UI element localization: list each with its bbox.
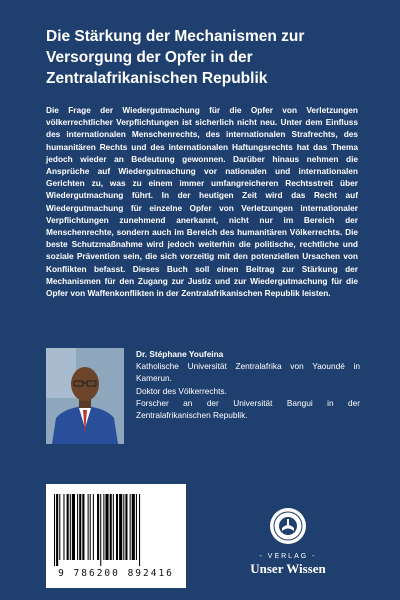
- barcode-bar: [63, 494, 64, 560]
- barcode-bar: [110, 494, 112, 560]
- isbn-barcode: [46, 484, 186, 588]
- author-photo: [46, 348, 124, 444]
- author-bio-line: Katholische Universität Zentralafrika von Yaoundé in Kamerun.: [136, 361, 360, 384]
- barcode-bar: [136, 494, 137, 560]
- barcode-bar: [103, 494, 104, 560]
- author-bio-line: Doktor des Völkerrechts.: [136, 385, 227, 396]
- author-portrait-image: [46, 348, 124, 444]
- title-line: Versorgung der Opfer in der: [46, 49, 253, 66]
- book-title: [46, 26, 366, 89]
- title-line: Zentralafrikanischen Republik: [46, 70, 268, 87]
- barcode-bar: [132, 494, 135, 560]
- barcode-digits: 9 786200 892416: [58, 568, 174, 579]
- publisher-verlag-label: - VERLAG -: [259, 553, 317, 560]
- barcode-bar: [105, 494, 108, 560]
- barcode-bar: [67, 494, 69, 560]
- barcode-bar: [119, 494, 122, 560]
- barcode-bar: [54, 494, 55, 566]
- barcode-bar: [116, 494, 118, 560]
- barcode-bars: [54, 494, 178, 566]
- publisher-logo: [244, 506, 332, 577]
- barcode-bar: [93, 494, 94, 560]
- barcode-bar: [123, 494, 124, 560]
- author-bio: [136, 360, 360, 421]
- book-blurb: Die Frage der Wiedergutmachung für die Opfer von Verletzungen völkerrechtlicher Verpflichtungen ist sicherlich nicht neu. Unter dem Einfluss des internationalen Menschenrechts, des internationalen Strafrechts, des humanitären Rechts und des internationalen Haftungsrechts hat das Thema jedoch wieder an Bedeutung gewonnen. Darüber hinaus nehmen die Ansprüche auf Wiedergutmachung vor nationalen und internationalen Gerichten zu, was zu einem immer umfangreicheren Rechtsstreit über Wiedergutmachung führt. In der heutigen Zeit wird das Recht auf Wiedergutmachung für einzelne Opfer von Verletzungen internationaler Verpflichtungen zunehmend anerkannt, nicht nur im Bereich der Menschenrechte, sondern auch im Bereich des humanitären Völkerrechts. Die beste Schutzmaßnahme wird jedoch weiterhin die politische, rechtliche und soziale Prävention sein, die sich vorzeitig mit den potenziellen Ursachen von Konflikten befasst. Dieses Buch soll einen Beitrag zur Stärkung der Mechanismen für den Zugang zur Justiz und zur Wiedergutmachung für die Opfer von Waffenkonflikten in der Zentralafrikanischen Republik leisten.: [46, 105, 358, 299]
- barcode-bar: [70, 494, 71, 560]
- publisher-name: Unser Wissen: [250, 561, 326, 576]
- barcode-bar: [113, 494, 114, 560]
- barcode-bar: [97, 494, 99, 560]
- barcode-bar: [72, 494, 75, 560]
- title-line: Die Stärkung der Mechanismen zur: [46, 28, 305, 45]
- barcode-bar: [125, 494, 127, 560]
- barcode-bar: [90, 494, 91, 560]
- author-info: [136, 348, 360, 421]
- barcode-bar: [130, 494, 131, 560]
- publisher-emblem-icon: [268, 506, 308, 546]
- barcode-bar: [56, 494, 58, 566]
- barcode-bar: [88, 494, 89, 560]
- author-name: Dr. Stéphane Youfeina: [136, 349, 224, 359]
- barcode-bar: [59, 494, 60, 560]
- barcode-bar: [77, 494, 78, 560]
- barcode-bar: [139, 494, 140, 566]
- barcode-bar: [100, 494, 101, 566]
- barcode-bar: [82, 494, 84, 560]
- barcode-bar: [79, 494, 81, 560]
- author-bio-line: Forscher an der Universität Bangui in der Zentralafrikanischen Republik.: [136, 397, 360, 421]
